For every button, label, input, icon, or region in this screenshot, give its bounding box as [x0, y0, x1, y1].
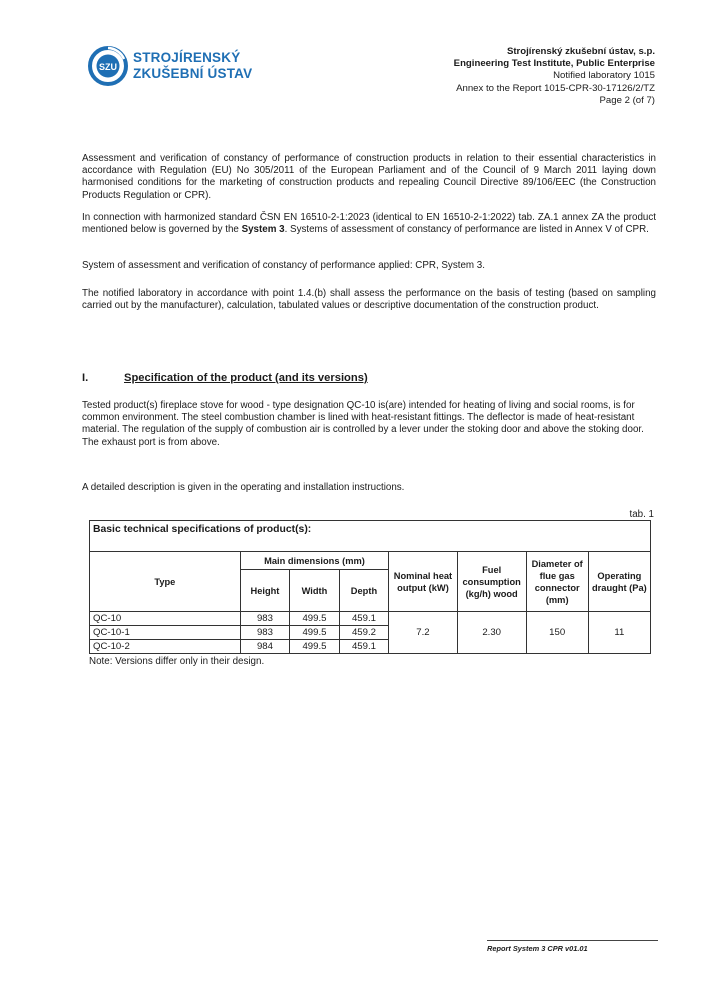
paragraph-notified-lab: The notified laboratory in accordance with point 1.4.(b) shall assess the performance on the basis of testing (based on sampling carried out by the manufacturer), calculation, tabulated values or descriptive documentation of the construction product. [82, 288, 656, 312]
header-depth: Depth [339, 570, 389, 612]
cell-height: 983 [240, 612, 290, 626]
cell-type: QC-10 [90, 612, 241, 626]
table-number: tab. 1 [629, 509, 654, 520]
cell-draught: 11 [588, 612, 650, 654]
header-lab: Notified laboratory 1015 [553, 70, 655, 82]
description-text: Tested product(s) fireplace stove for wood - type designation QC-10 is(are) intended for heating of living and social rooms, is for common environment. The steel combustion chamber is lined with heat-resistant fittings. The deflector is made of heat-resistant material. The regulation of the supply of combustion air is controlled by a lever under the stoking door and above the stoking door. [82, 400, 644, 436]
logo-line-1: STROJÍRENSKÝ [133, 50, 241, 65]
paragraph-system: System of assessment and verification of constancy of performance applied: CPR, System 3. [82, 260, 485, 271]
logo-monogram: SZU [99, 62, 117, 72]
header-draught: Operating draught (Pa) [588, 552, 650, 612]
header-dimensions: Main dimensions (mm) [240, 552, 389, 570]
document-header [454, 46, 655, 107]
table-row [90, 612, 651, 626]
header-height: Height [240, 570, 290, 612]
paragraph-regulation: Assessment and verification of constancy of performance of construction products in relation to their essential characteristics in accordance with Regulation (EU) No 305/2011 of the European Parliament and of the Council of 9 March 2011 laying down harmonised conditions for the marketing of construction products and repealing Council Directive 89/106/EEC (the Construction Products Regulation or CPR). [82, 153, 656, 201]
header-org-cz: Strojírenský zkušební ústav, s.p. [506, 46, 655, 57]
header-diameter: Diameter of flue gas connector (mm) [526, 552, 588, 612]
header-annex: Annex to the Report 1015-CPR-30-17126/2/TZ [456, 82, 655, 94]
cell-width: 499.5 [290, 640, 340, 654]
cell-output: 7.2 [389, 612, 457, 654]
header-width: Width [290, 570, 340, 612]
cell-depth: 459.1 [339, 612, 389, 626]
cell-fuel: 2.30 [457, 612, 526, 654]
table-note: Note: Versions differ only in their design. [89, 656, 265, 667]
section-number: I. [82, 372, 89, 384]
product-description [82, 400, 656, 449]
paragraph-standard-post: . Systems of assessment of constancy of performance are listed in Annex V of CPR. [284, 224, 649, 236]
header-page: Page 2 (of 7) [599, 94, 655, 106]
description-reference: A detailed description is given in the operating and installation instructions. [82, 482, 405, 493]
company-logo [88, 46, 252, 86]
cell-type: QC-10-1 [90, 626, 241, 640]
section-title: Specification of the product (and its versions) [124, 372, 368, 384]
system-label: System 3 [241, 224, 285, 236]
paragraph-standard-pre: In connection with harmonized standard ČSN EN 16510-2-1:2023 (identical to EN 16510-2-1:2022) tab. ZA.1 annex ZA the product mentioned below is governed by the [82, 212, 656, 236]
spec-table [89, 520, 651, 654]
cell-depth: 459.2 [339, 626, 389, 640]
header-type: Type [90, 552, 241, 612]
header-org-en: Engineering Test Institute, Public Enterprise [453, 58, 655, 70]
cell-height: 984 [240, 640, 290, 654]
header-output: Nominal heat output (kW) [389, 552, 457, 612]
header-fuel: Fuel consumption (kg/h) wood [457, 552, 526, 612]
cell-height: 983 [240, 626, 290, 640]
page-footer: Report System 3 CPR v01.01 [487, 940, 658, 953]
cell-width: 499.5 [290, 612, 340, 626]
cell-depth: 459.1 [339, 640, 389, 654]
description-exhaust: The exhaust port is from above. [82, 436, 220, 448]
section-heading [82, 372, 368, 384]
cell-type: QC-10-2 [90, 640, 241, 654]
paragraph-standard [82, 212, 656, 236]
cell-width: 499.5 [290, 626, 340, 640]
cell-diameter: 150 [526, 612, 588, 654]
szu-emblem-icon [88, 46, 128, 86]
table-caption: Basic technical specifications of product(s): [90, 521, 651, 552]
logo-line-2: ZKUŠEBNÍ ÚSTAV [133, 66, 253, 81]
